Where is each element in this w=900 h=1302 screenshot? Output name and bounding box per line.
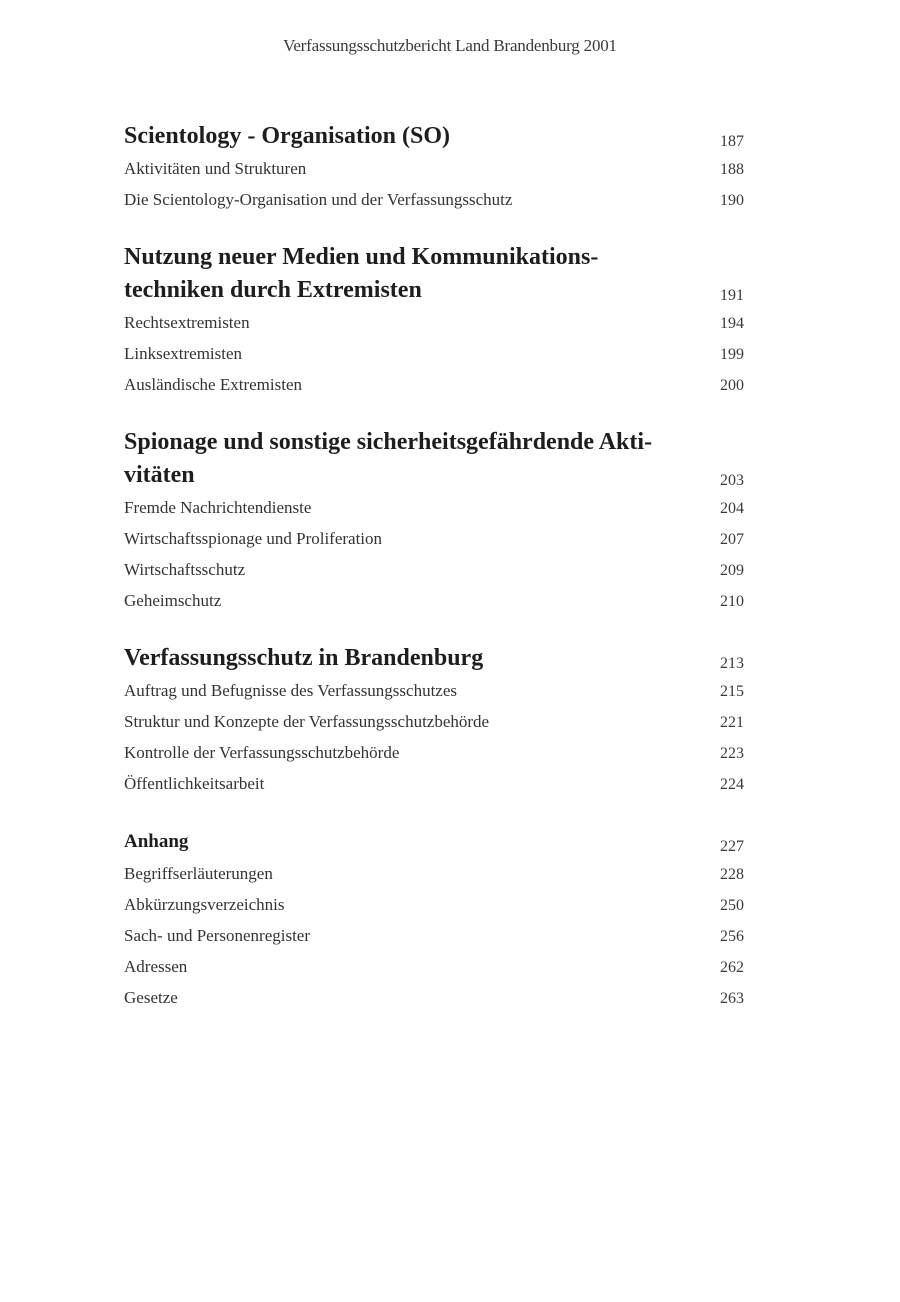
toc-entry[interactable] — [124, 153, 744, 184]
section-title-line: Verfassungsschutz in Brandenburg — [124, 645, 484, 671]
toc-entry[interactable] — [124, 307, 744, 338]
page-number: 190 — [720, 192, 744, 209]
section-title — [124, 825, 188, 858]
entry-label: Auftrag und Befugnisse des Verfassungsschutzes — [124, 681, 458, 700]
entry-label: Öffentlichkeitsarbeit — [124, 774, 265, 793]
section-title-line: Nutzung neuer Medien und Kommunikations- — [124, 244, 599, 270]
toc-entry[interactable] — [124, 737, 744, 768]
page-number: 213 — [720, 655, 744, 672]
table-of-contents — [124, 120, 744, 1013]
toc-entry[interactable] — [124, 982, 744, 1013]
entry-label: Wirtschaftsschutz — [124, 560, 246, 579]
page-number: 256 — [720, 928, 744, 945]
page-number: 223 — [720, 745, 744, 762]
toc-entry[interactable] — [124, 492, 744, 523]
entry-label: Linksextremisten — [124, 344, 243, 363]
toc-entry[interactable] — [124, 889, 744, 920]
toc-section-spionage — [124, 426, 744, 616]
page-number: 200 — [720, 377, 744, 394]
entry-label: Ausländische Extremisten — [124, 375, 302, 394]
section-title-line: Scientology - Organisation (SO) — [124, 123, 451, 149]
section-heading[interactable] — [124, 241, 744, 307]
section-heading[interactable] — [124, 426, 744, 492]
entry-label: Aktivitäten und Strukturen — [124, 159, 307, 178]
page-number: 194 — [720, 315, 744, 332]
toc-entry[interactable] — [124, 675, 744, 706]
page-number: 228 — [720, 866, 744, 883]
page-number: 224 — [720, 776, 744, 793]
section-spacer — [124, 616, 744, 642]
section-title — [124, 241, 598, 307]
page-number: 262 — [720, 959, 744, 976]
section-title — [124, 120, 450, 153]
page-number: 209 — [720, 562, 744, 579]
section-title-line: techniken durch Extremisten — [124, 277, 422, 303]
section-spacer — [124, 799, 744, 825]
toc-entry[interactable] — [124, 858, 744, 889]
section-title-line: Anhang — [124, 831, 189, 852]
section-heading[interactable] — [124, 120, 744, 153]
entry-label: Struktur und Konzepte der Verfassungsschutzbehörde — [124, 712, 490, 731]
page-number: 204 — [720, 500, 744, 517]
page-number: 207 — [720, 531, 744, 548]
entry-label: Kontrolle der Verfassungsschutzbehörde — [124, 743, 400, 762]
toc-entry[interactable] — [124, 523, 744, 554]
toc-section-anhang — [124, 825, 744, 1013]
entry-label: Begriffserläuterungen — [124, 864, 273, 883]
page-number: 227 — [720, 838, 744, 855]
page-number: 191 — [720, 287, 744, 304]
page-number: 199 — [720, 346, 744, 363]
page-number: 250 — [720, 897, 744, 914]
entry-label: Die Scientology-Organisation und der Verfassungsschutz — [124, 190, 513, 209]
page-number: 188 — [720, 161, 744, 178]
toc-entry[interactable] — [124, 920, 744, 951]
page-number: 210 — [720, 593, 744, 610]
toc-entry[interactable] — [124, 554, 744, 585]
toc-section-neue-medien — [124, 241, 744, 400]
toc-entry[interactable] — [124, 369, 744, 400]
section-title-line: vitäten — [124, 462, 195, 488]
page-number: 221 — [720, 714, 744, 731]
running-header: Verfassungsschutzbericht Land Brandenburg 2001 — [283, 36, 617, 55]
entry-label: Gesetze — [124, 988, 178, 1007]
section-spacer — [124, 400, 744, 426]
entry-label: Geheimschutz — [124, 591, 222, 610]
toc-entry[interactable] — [124, 585, 744, 616]
section-title — [124, 426, 652, 492]
page-number: 263 — [720, 990, 744, 1007]
toc-section-scientology — [124, 120, 744, 215]
toc-entry[interactable] — [124, 951, 744, 982]
section-heading[interactable] — [124, 825, 744, 858]
entry-label: Fremde Nachrichtendienste — [124, 498, 312, 517]
entry-label: Wirtschaftsspionage und Proliferation — [124, 529, 383, 548]
section-title-line: Spionage und sonstige sicherheitsgefährdende Akti- — [124, 429, 653, 455]
entry-label: Sach- und Personenregister — [124, 926, 311, 945]
section-heading[interactable] — [124, 642, 744, 675]
section-title — [124, 642, 483, 675]
toc-entry[interactable] — [124, 706, 744, 737]
entry-label: Abkürzungsverzeichnis — [124, 895, 285, 914]
section-spacer — [124, 215, 744, 241]
entry-label: Rechtsextremisten — [124, 313, 250, 332]
page-number: 203 — [720, 472, 744, 489]
page-number: 215 — [720, 683, 744, 700]
toc-entry[interactable] — [124, 184, 744, 215]
toc-section-verfassungsschutz — [124, 642, 744, 799]
toc-entry[interactable] — [124, 338, 744, 369]
entry-label: Adressen — [124, 957, 188, 976]
toc-entry[interactable] — [124, 768, 744, 799]
page-number: 187 — [720, 133, 744, 150]
